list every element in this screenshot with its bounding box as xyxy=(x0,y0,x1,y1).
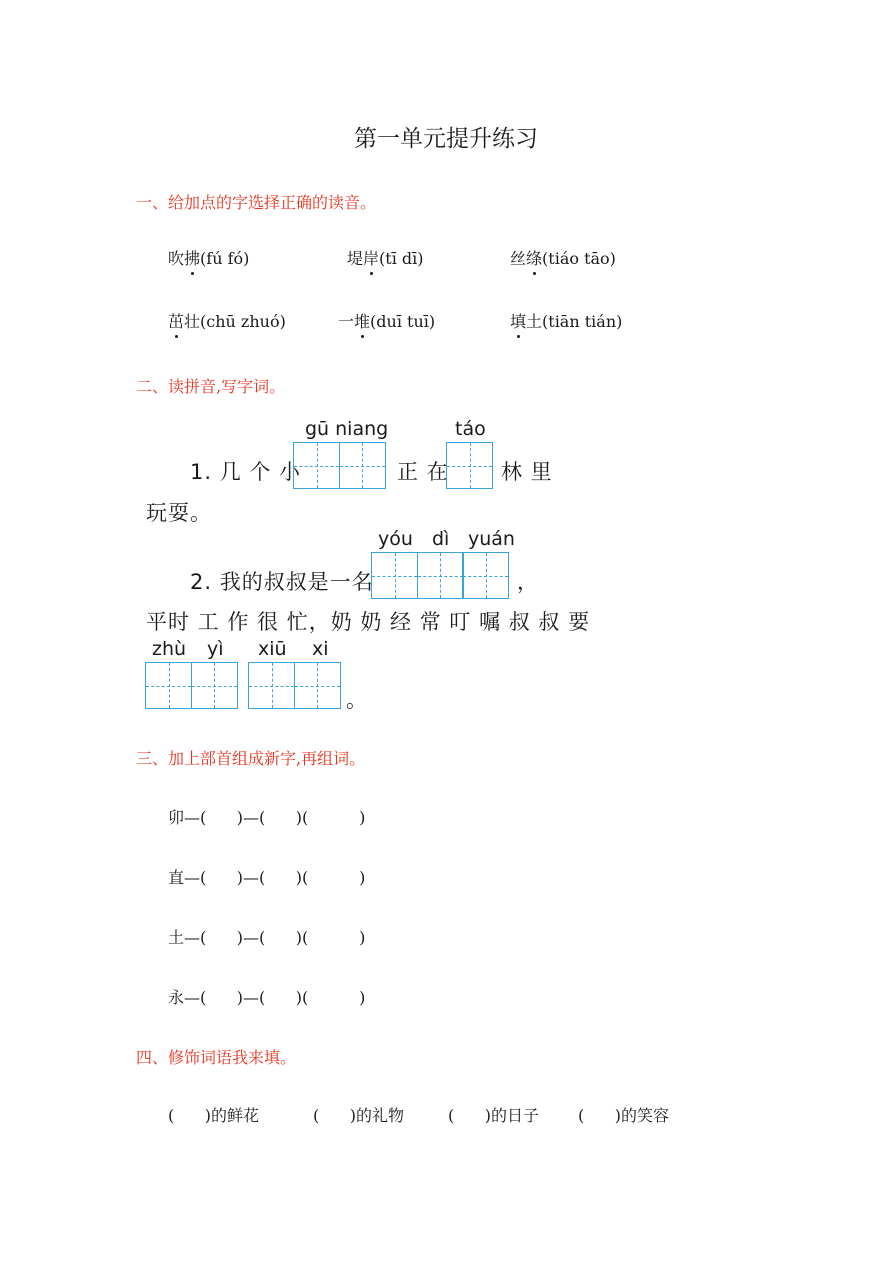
writing-boxes-guniang[interactable] xyxy=(293,442,384,489)
s1-item-4: 茁壮(chū zhuó) xyxy=(168,309,286,332)
s3-row-2: 直—( )—( )( ) xyxy=(168,868,366,887)
pinyin-yuan: yuán xyxy=(468,528,515,550)
pinyin-xiu: xiū xyxy=(258,638,287,660)
writing-box[interactable] xyxy=(293,442,340,489)
page-title: 第一单元提升练习 xyxy=(354,126,538,152)
section-1-heading: 一、给加点的字选择正确的读音。 xyxy=(136,193,377,212)
writing-box[interactable] xyxy=(462,552,509,599)
pinyin-di: dì xyxy=(432,528,450,550)
writing-box[interactable] xyxy=(339,442,386,489)
writing-box[interactable] xyxy=(191,662,238,709)
s4-item-2: ( )的礼物 xyxy=(313,1106,405,1125)
q1-text-a: 1. 几 个 小 xyxy=(190,460,302,484)
pinyin-xi: xi xyxy=(312,638,329,660)
s1-item-5: 一堆(duī tuī) xyxy=(338,309,435,332)
s3-row-3: 土—( )—( )( ) xyxy=(168,928,366,947)
q1-text-c: 林 里 xyxy=(501,460,553,484)
pinyin-you: yóu xyxy=(378,528,413,550)
s4-item-4: ( )的笑容 xyxy=(578,1106,670,1125)
writing-box[interactable] xyxy=(294,662,341,709)
section-3-heading: 三、加上部首组成新字,再组词。 xyxy=(136,749,366,768)
q3-period: 。 xyxy=(346,688,368,712)
writing-box[interactable] xyxy=(371,552,418,599)
q2-text-a: 2. 我的叔叔是一名 xyxy=(190,570,374,594)
s1-item-6: 填土(tiān tián) xyxy=(510,309,622,332)
s1-item-1: 吹拂(fú fó) xyxy=(168,246,249,269)
s1-item-2: 堤岸(tī dī) xyxy=(347,246,424,269)
s4-item-3: ( )的日子 xyxy=(448,1106,540,1125)
writing-box[interactable] xyxy=(417,552,464,599)
writing-box[interactable] xyxy=(145,662,192,709)
section-2-heading: 二、读拼音,写字词。 xyxy=(136,377,286,396)
s3-row-1: 卯—( )—( )( ) xyxy=(168,808,366,827)
writing-boxes-xiuxi[interactable] xyxy=(248,662,339,709)
s4-item-1: ( )的鲜花 xyxy=(168,1106,260,1125)
writing-boxes-zhuyi[interactable] xyxy=(145,662,236,709)
q2-comma: ， xyxy=(517,570,539,594)
s3-row-4: 永—( )—( )( ) xyxy=(168,988,366,1007)
q1-text-b: 正 在 xyxy=(397,460,449,484)
writing-box[interactable] xyxy=(446,442,493,489)
writing-box[interactable] xyxy=(248,662,295,709)
section-4-heading: 四、修饰词语我来填。 xyxy=(136,1048,297,1067)
q1-text-d: 玩耍。 xyxy=(146,501,212,525)
writing-boxes-youdiyuan[interactable] xyxy=(371,552,508,599)
pinyin-guniang: gū niang xyxy=(305,418,389,440)
pinyin-zhu: zhù xyxy=(152,638,187,660)
s1-item-3: 丝绦(tiáo tāo) xyxy=(510,246,616,269)
writing-boxes-tao[interactable] xyxy=(446,442,492,489)
pinyin-tao: táo xyxy=(455,418,486,440)
q2-text-b: 平时 工 作 很 忙，奶 奶 经 常 叮 嘱 叔 叔 要 xyxy=(146,610,591,634)
pinyin-yi: yì xyxy=(207,638,224,660)
